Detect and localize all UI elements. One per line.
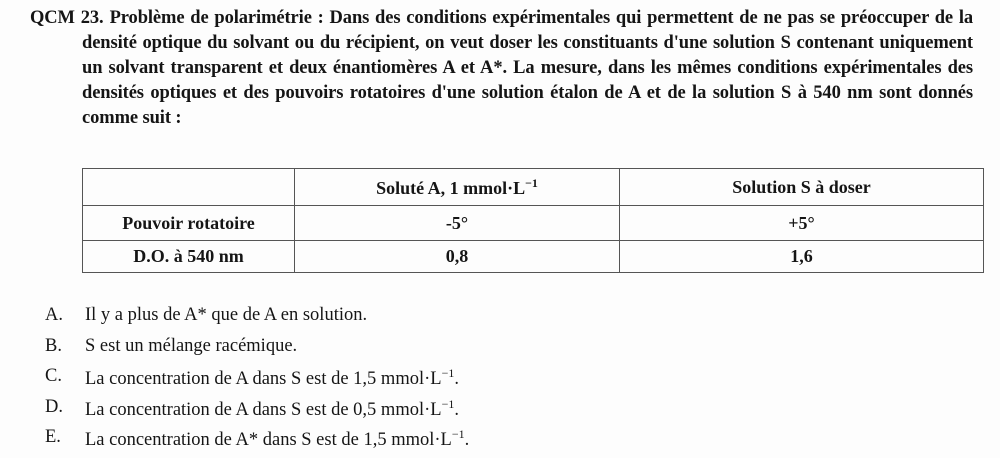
table-row	[83, 241, 984, 273]
answer-options	[45, 305, 469, 458]
option-letter: E.	[45, 427, 61, 447]
option-end: .	[454, 399, 459, 420]
table-header-empty	[83, 169, 295, 206]
option-text: La concentration de A* dans S est de 1,5 mmol·L	[85, 430, 452, 451]
table-row	[83, 206, 984, 241]
option-letter: A.	[45, 305, 63, 325]
row-label: D.O. à 540 nm	[83, 241, 295, 273]
table-header-solute-a	[295, 169, 620, 206]
data-table	[82, 168, 984, 273]
question-title: Problème de polarimétrie :	[109, 8, 324, 28]
option-c[interactable]	[45, 366, 469, 397]
question-text: Dans des conditions expérimentales qui permettent de ne pas se préoccuper de la densité optique du solvant ou du récipient, on veut doser les constituants d'une solution S contenant uniquement un solvant transparent et deux énantiomères A et A*. La mesure, dans les mêmes conditions expérimentales des densités optiques et des pouvoirs rotatoires d'une solution étalon de A et de la solution S à 540 nm sont donnés comme suit :	[82, 8, 974, 128]
option-letter: B.	[45, 335, 62, 356]
option-text: S est un mélange racémique.	[85, 335, 298, 356]
cell: -5°	[295, 206, 620, 241]
cell: 1,6	[620, 241, 984, 273]
table-header-solution-s: Solution S à doser	[620, 169, 984, 206]
question-number: QCM 23.	[30, 8, 104, 28]
option-sup: −1	[441, 366, 455, 380]
option-letter: D.	[45, 396, 63, 417]
cell: +5°	[620, 206, 984, 241]
option-sup: −1	[441, 396, 455, 411]
option-text: La concentration de A dans S est de 1,5 mmol·L	[85, 369, 442, 390]
option-a[interactable]	[45, 305, 469, 336]
option-b[interactable]	[45, 336, 469, 367]
table-header-row	[83, 169, 984, 206]
row-label: Pouvoir rotatoire	[83, 206, 295, 241]
option-end: .	[464, 430, 470, 451]
cell: 0,8	[295, 241, 620, 273]
question-stem	[30, 6, 973, 131]
option-letter: C.	[45, 366, 62, 386]
option-sup: −1	[451, 427, 465, 441]
option-d[interactable]	[45, 397, 469, 428]
header-sup: −1	[525, 175, 538, 190]
header-text: Soluté A, 1 mmol·L	[376, 177, 526, 198]
option-text: Il y a plus de A* que de A en solution.	[85, 305, 368, 325]
option-end: .	[454, 369, 459, 390]
option-text: La concentration de A dans S est de 0,5 mmol·L	[85, 399, 442, 420]
